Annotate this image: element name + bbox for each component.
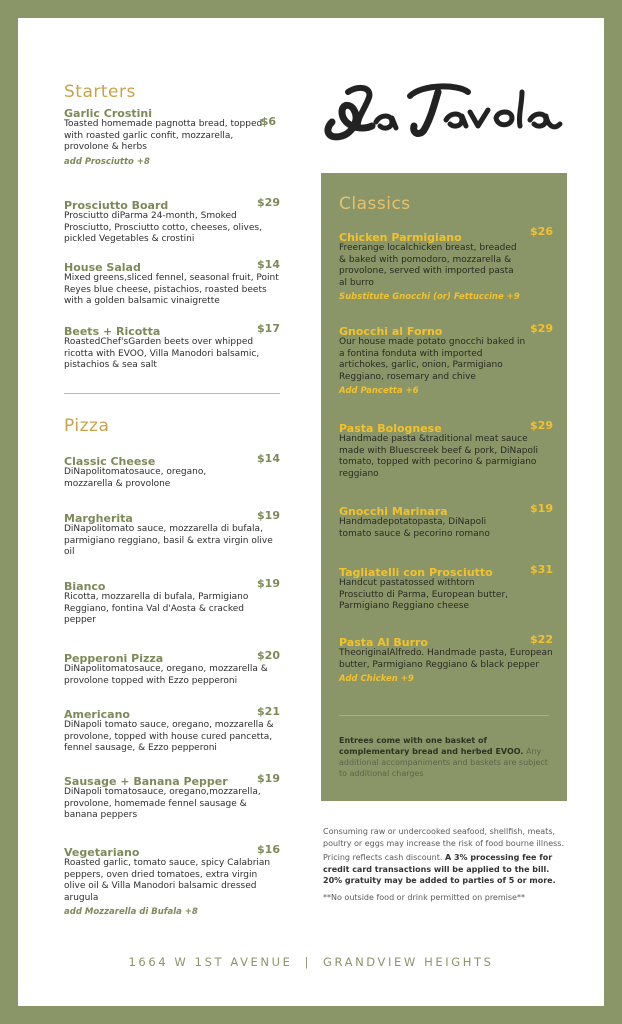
menu-item-chicken-parmigiano	[339, 225, 553, 303]
item-description: DiNapolitomatosauce, oregano, mozzarella & provolone	[64, 467, 207, 489]
pizza-title: Pizza	[64, 416, 110, 436]
item-description: Handcut pastatossed withtorn Prosciutto di Parma, European butter, Parmigiano Reggiano cheese	[339, 578, 509, 612]
starters-title: Starters	[64, 82, 136, 102]
item-name: Bianco	[64, 580, 106, 593]
item-name: House Salad	[64, 261, 141, 274]
item-description: RoastedChef'sGarden beets over whipped ricotta with EVOO, Villa Manodori balsamic, pistachios & sea salt	[64, 337, 260, 371]
item-description: DiNapolitomato sauce, mozzarella di bufala, parmigiano reggiano, basil & extra virgin olive oil	[64, 524, 273, 558]
item-price: $6	[260, 115, 276, 128]
item-name: Pasta Bolognese	[339, 422, 442, 435]
classics-divider	[339, 715, 549, 716]
item-name: Vegetariano	[64, 846, 140, 859]
item-name: Garlic Crostini	[64, 107, 152, 120]
item-description: Ricotta, mozzarella di bufala, Parmigiano Reggiano, fontina Val d'Aosta & cracked pepper	[64, 592, 249, 626]
bread-note	[339, 735, 549, 779]
item-price: $19	[257, 509, 280, 522]
item-addon: Substitute Gnocchi (or) Fettuccine +9	[339, 292, 520, 303]
menu-item-gnocchi-al-forno	[339, 322, 553, 396]
menu-item-pasta-bolognese	[339, 419, 553, 480]
item-description: DiNapoli tomato sauce, oregano, mozzarella & provolone, topped with house cured pancetta, fennel sausage, & Ezzo pepperoni	[64, 720, 274, 754]
item-addon: add Prosciutto +8	[64, 156, 150, 167]
item-price: $22	[530, 633, 553, 646]
item-price: $29	[530, 419, 553, 432]
menu-item-garlic-crostini	[64, 104, 280, 167]
item-addon: Add Chicken +9	[339, 674, 414, 685]
item-description: Handmade pasta &traditional meat sauce made with Bluescreek beef & pork, DiNapoli tomato, topped with pecorino & parmigiano reggiano	[339, 434, 538, 479]
item-description: DiNapoli tomatosauce, oregano,mozzarella, provolone, homemade fennel sausage & banana peppers	[64, 787, 261, 821]
menu-item-tagliatelli-con-prosciutto	[339, 563, 553, 613]
item-name: Chicken Parmigiano	[339, 231, 462, 244]
item-name: Sausage + Banana Pepper	[64, 775, 228, 788]
item-price: $19	[530, 502, 553, 515]
la-tavola-logo	[318, 70, 564, 150]
address-area: GRANDVIEW HEIGHTS	[322, 955, 494, 969]
menu-item-beets-ricotta	[64, 322, 280, 372]
item-price: $21	[257, 705, 280, 718]
item-description: Our house made potato gnocchi baked in a fontina fonduta with imported artichokes, garlic, onion, Parmigiano Reggiano, rosemary and chive	[339, 337, 526, 382]
address-separator: |	[304, 955, 311, 969]
menu-item-prosciutto-board	[64, 196, 280, 246]
item-description: Toasted homemade pagnotta bread, topped with roasted garlic confit, mozzarella, provolone & herbs	[64, 119, 263, 153]
item-description: DiNapolitomatosauce, oregano, mozzarella & provolone topped with Ezzo pepperoni	[64, 664, 268, 686]
item-name: Margherita	[64, 512, 133, 525]
item-name: Pasta Al Burro	[339, 636, 428, 649]
item-price: $19	[257, 772, 280, 785]
item-description: TheoriginalAlfredo. Handmade pasta, European butter, Parmigiano Reggiano & black pepper	[339, 648, 553, 670]
menu-item-americano	[64, 705, 280, 755]
item-price: $29	[257, 196, 280, 209]
pricing-notice	[323, 852, 569, 887]
menu-item-vegetariano	[64, 843, 280, 917]
item-name: Americano	[64, 708, 130, 721]
item-description: Prosciutto diParma 24-month, Smoked Prosciutto, Prosciutto cotto, cheeses, olives, pickled Vegetables & crostini	[64, 211, 262, 245]
address-footer	[18, 955, 604, 969]
bread-note-rest: Any additional accompaniments and baskets are subject to additional charges	[339, 747, 548, 778]
item-name: Pepperoni Pizza	[64, 652, 164, 665]
menu-item-sausage-banana-pepper	[64, 772, 280, 822]
item-name: Classic Cheese	[64, 455, 156, 468]
item-name: Prosciutto Board	[64, 199, 169, 212]
section-divider	[64, 393, 280, 394]
item-price: $14	[257, 258, 280, 271]
item-price: $14	[257, 452, 280, 465]
classics-title: Classics	[339, 194, 411, 214]
menu-item-bianco	[64, 577, 280, 627]
item-price: $29	[530, 322, 553, 335]
address-street: 1664 W 1ST AVENUE	[128, 955, 293, 969]
item-addon: add Mozzarella di Bufala +8	[64, 907, 198, 918]
item-price: $16	[257, 843, 280, 856]
item-price: $17	[257, 322, 280, 335]
menu-item-pasta-al-burro	[339, 633, 553, 684]
item-name: Beets + Ricotta	[64, 325, 161, 338]
item-description: Handmadepotatopasta, DiNapoli tomato sauce & pecorino romano	[339, 517, 490, 539]
item-description: Roasted garlic, tomato sauce, spicy Calabrian peppers, oven dried tomatoes, extra virgin olive oil & Villa Manodori balsamic dressed arugula	[64, 858, 271, 903]
bread-note-bold: Entrees come with one basket of complementary bread and herbed EVOO.	[339, 736, 524, 756]
gratuity-notice: 20% gratuity may be added to parties of 5 or more.	[323, 876, 556, 885]
item-name: Gnocchi al Forno	[339, 325, 443, 338]
item-addon: Add Pancetta +6	[339, 386, 419, 397]
item-description: Freerange localchicken breast, breaded & baked with pomodoro, mozzarella & provolone, served with imported pasta al burro	[339, 243, 517, 288]
item-price: $31	[530, 563, 553, 576]
menu-item-gnocchi-marinara	[339, 502, 553, 540]
outside-food-notice: **No outside food or drink permitted on premise**	[323, 893, 525, 902]
item-name: Gnocchi Marinara	[339, 505, 448, 518]
menu-page	[18, 18, 604, 1006]
item-name: Tagliatelli con Prosciutto	[339, 566, 493, 579]
logo-text: La Tavola	[318, 70, 323, 71]
raw-food-notice: Consuming raw or undercooked seafood, shellfish, meats, poultry or eggs may increase the risk of food bourne illness.	[323, 827, 564, 848]
item-description: Mixed greens,sliced fennel, seasonal fruit, Point Reyes blue cheese, pistachios, roasted beets with a golden balsamic vinaigrette	[64, 273, 279, 307]
menu-item-pepperoni-pizza	[64, 649, 280, 687]
pricing-bold: A 3% processing fee for credit card transactions will be applied to the bill.	[323, 853, 553, 874]
item-price: $20	[257, 649, 280, 662]
menu-item-house-salad	[64, 258, 280, 308]
item-price: $26	[530, 225, 553, 238]
pricing-plain: Pricing reflects cash discount.	[323, 853, 445, 862]
menu-item-classic-cheese	[64, 452, 280, 490]
classics-panel	[321, 173, 567, 801]
menu-item-margherita	[64, 509, 280, 559]
item-price: $19	[257, 577, 280, 590]
